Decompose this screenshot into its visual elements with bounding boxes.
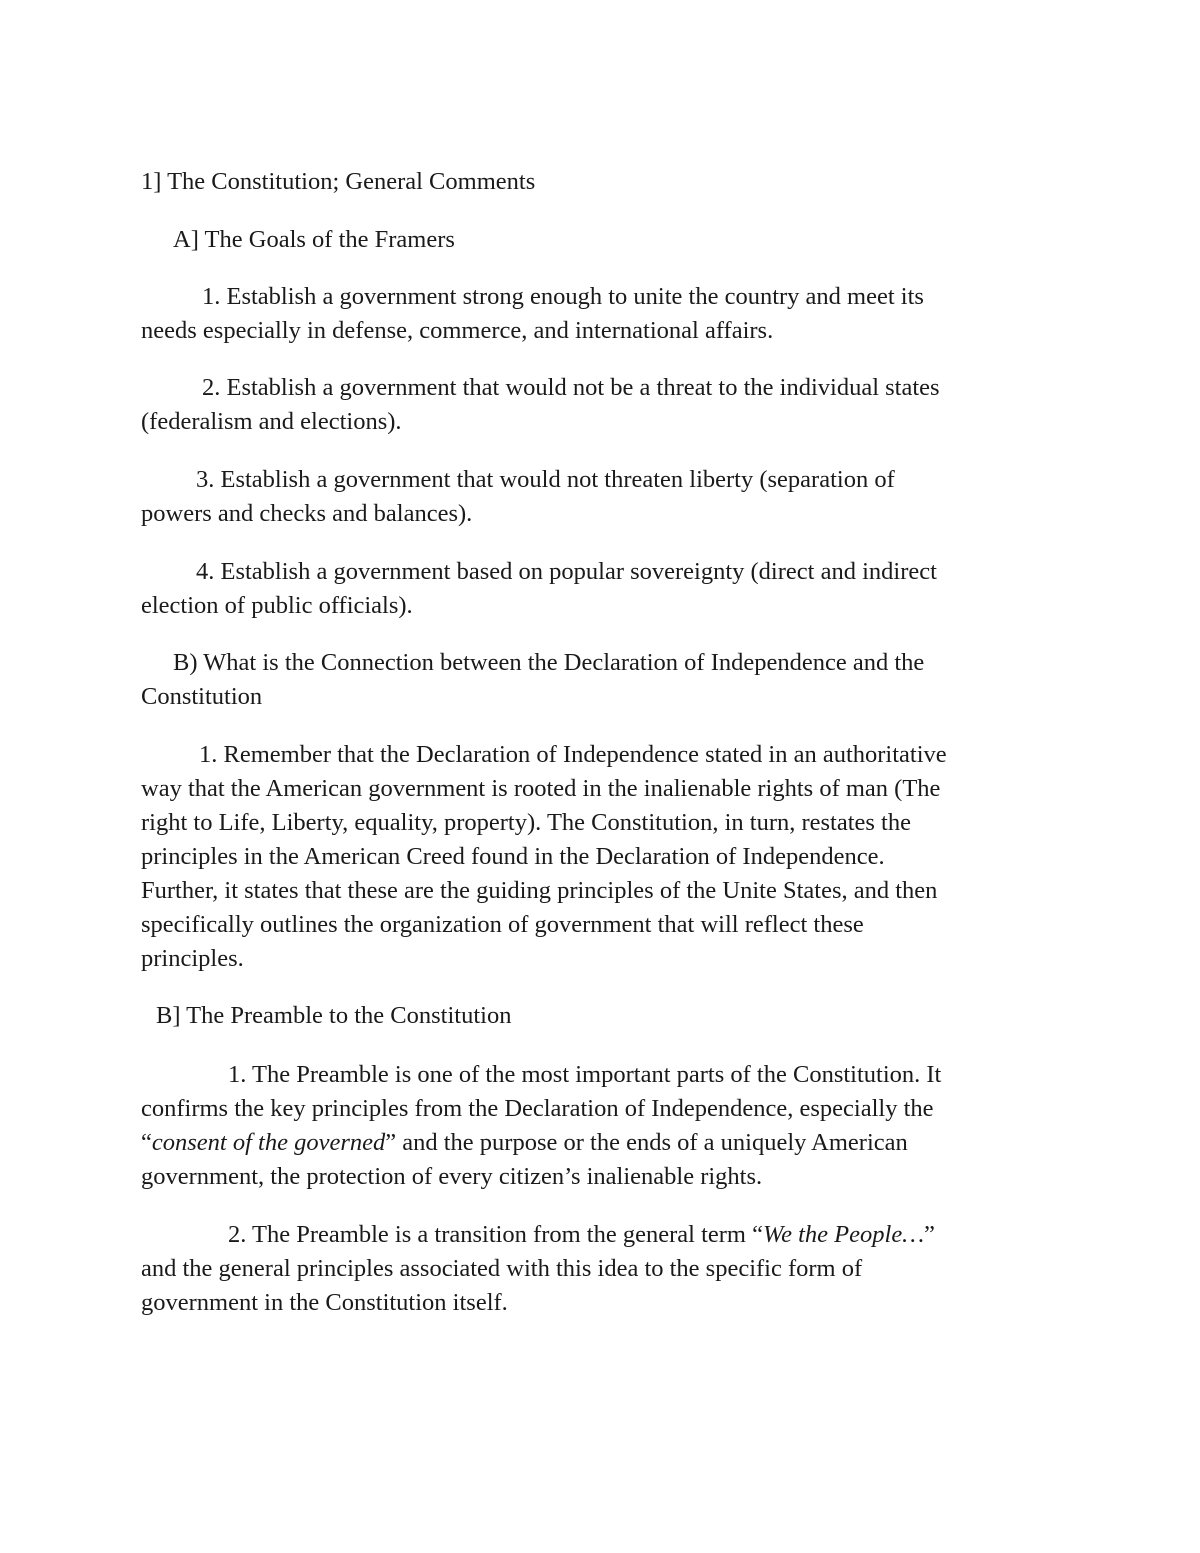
preamble-point-1-line-4: government, the protection of every citizen’s inalienable rights. — [141, 1163, 763, 1190]
preamble-point-2-line-3: government in the Constitution itself. — [141, 1289, 508, 1316]
goal-item-3-line-1: 3. Establish a government that would not threaten liberty (separation of — [196, 466, 895, 493]
connection-point-1-line-3: right to Life, Liberty, equality, property). The Constitution, in turn, restates the — [141, 809, 911, 836]
subsection-heading-preamble — [141, 999, 1051, 1033]
connection-point-1-line-7: principles. — [141, 945, 244, 972]
goal-item-3 — [141, 463, 1051, 531]
subsection-heading-goals — [141, 223, 1051, 257]
preamble-point-1-line-3-rest: ” and the purpose or the ends of a uniquely American — [385, 1129, 908, 1156]
preamble-point-1-line-2: confirms the key principles from the Declaration of Independence, especially the — [141, 1095, 934, 1122]
connection-point-1-line-6: specifically outlines the organization of government that will reflect these — [141, 911, 864, 938]
preamble-point-2-line-1-pre: 2. The Preamble is a transition from the general term “ — [228, 1221, 763, 1248]
we-the-people-phrase: We the People… — [762, 1221, 924, 1248]
goal-item-3-line-2: powers and checks and balances). — [141, 500, 473, 527]
subsection-heading-connection — [141, 646, 1051, 714]
connection-point-1 — [141, 738, 1051, 976]
connection-point-1-line-1: 1. Remember that the Declaration of Independence stated in an authoritative — [199, 741, 947, 768]
goal-item-2 — [141, 371, 1051, 439]
preamble-point-1 — [141, 1058, 1051, 1194]
goal-item-1-line-2: needs especially in defense, commerce, and international affairs. — [141, 317, 774, 344]
preamble-point-2-line-2: and the general principles associated with this idea to the specific form of — [141, 1255, 863, 1282]
goal-item-4-line-1: 4. Establish a government based on popular sovereignty (direct and indirect — [196, 558, 937, 585]
preamble-point-2-line-1 — [141, 1218, 1051, 1252]
goal-item-2-line-2: (federalism and elections). — [141, 408, 402, 435]
subsection-heading-connection-line-2: Constitution — [141, 683, 263, 710]
goal-item-4 — [141, 555, 1051, 623]
preamble-point-2 — [141, 1218, 1051, 1320]
goal-item-4-line-2: election of public officials). — [141, 592, 413, 619]
section-heading-1 — [141, 165, 1051, 199]
connection-point-1-line-4: principles in the American Creed found in the Declaration of Independence. — [141, 843, 885, 870]
connection-point-1-line-5: Further, it states that these are the guiding principles of the Unite States, and then — [141, 877, 938, 904]
open-quote: “ — [141, 1129, 152, 1156]
subsection-heading-connection-line-1: B) What is the Connection between the Declaration of Independence and the — [173, 649, 925, 676]
consent-of-the-governed-phrase: consent of the governed — [151, 1129, 386, 1156]
close-quote: ” — [924, 1221, 935, 1248]
section-heading-1-text: 1] The Constitution; General Comments — [141, 168, 536, 195]
preamble-point-1-line-3 — [141, 1126, 1051, 1160]
connection-point-1-line-2: way that the American government is rooted in the inalienable rights of man (The — [141, 775, 941, 802]
subsection-heading-preamble-text: B] The Preamble to the Constitution — [156, 1002, 512, 1029]
preamble-point-1-line-1: 1. The Preamble is one of the most important parts of the Constitution. It — [228, 1061, 942, 1088]
goal-item-2-line-1: 2. Establish a government that would not be a threat to the individual states — [202, 374, 940, 401]
subsection-heading-goals-text: A] The Goals of the Framers — [173, 226, 455, 253]
goal-item-1 — [141, 280, 1051, 348]
goal-item-1-line-1: 1. Establish a government strong enough to unite the country and meet its — [202, 283, 924, 310]
